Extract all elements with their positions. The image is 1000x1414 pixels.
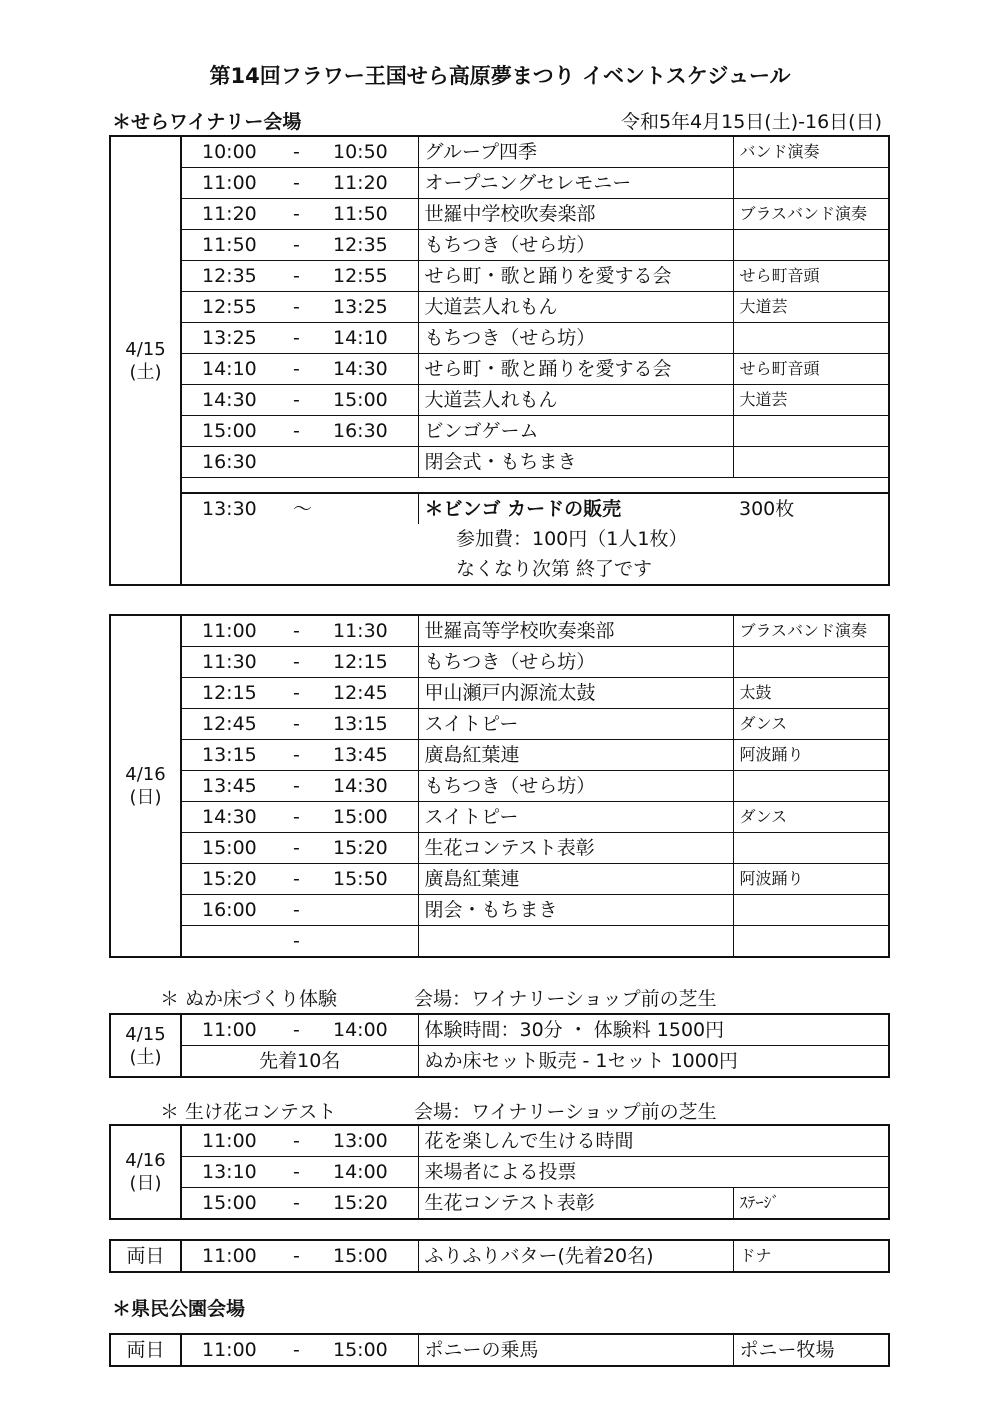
event-name: 廣島紅葉連 (418, 740, 733, 771)
event-name: 生花コンテスト表彰 (418, 1188, 733, 1220)
start-time: 10:00 (181, 136, 293, 168)
day2-date-cell (110, 615, 181, 957)
event-name: もちつき（せら坊） (418, 230, 733, 261)
nuka-dash: - (293, 1014, 333, 1046)
start-time: 12:35 (181, 261, 293, 292)
end-time (333, 895, 418, 926)
start-time: 12:55 (181, 292, 293, 323)
winery-heading: ＊せらワイナリー会場 (112, 111, 302, 133)
bingo-blank (733, 524, 889, 554)
nuka-weekday: (土) (129, 1046, 162, 1068)
end-time: 10:50 (333, 136, 418, 168)
time-dash: - (293, 199, 333, 230)
start-time: 14:10 (181, 354, 293, 385)
time-dash: - (293, 1157, 333, 1188)
time-dash: - (293, 926, 333, 958)
event-name: もちつき（せら坊） (418, 647, 733, 678)
table-row (110, 447, 889, 478)
time-dash: - (293, 740, 333, 771)
ikebana-date: 4/16 (125, 1150, 166, 1171)
nuka-end: 14:00 (333, 1014, 418, 1046)
time-dash: - (293, 771, 333, 802)
end-time (333, 926, 418, 958)
table-row (110, 230, 889, 261)
table-row (110, 354, 889, 385)
event-note: ダンス (733, 802, 889, 833)
end-time: 13:45 (333, 740, 418, 771)
end-time: 15:00 (333, 385, 418, 416)
table-row (110, 1188, 889, 1220)
table-row (110, 864, 889, 895)
end-time: 15:50 (333, 864, 418, 895)
start-time: 11:50 (181, 230, 293, 261)
end-time: 11:30 (333, 615, 418, 647)
start-time: 15:20 (181, 864, 293, 895)
end-time: 15:00 (333, 802, 418, 833)
event-name (418, 926, 733, 958)
ikebana-table (109, 1124, 890, 1220)
table-row (110, 385, 889, 416)
event-note: 大道芸 (733, 292, 889, 323)
day2-weekday: (日) (129, 787, 162, 808)
end-time: 14:10 (333, 323, 418, 354)
butter-event: ふりふりバター(先着20名) (418, 1240, 733, 1272)
nuka-detail2: ぬか床セット販売 - 1セット 1000円 (418, 1046, 889, 1078)
start-time: 11:00 (181, 168, 293, 199)
event-note: ブラスバンド演奏 (733, 615, 889, 647)
time-dash: - (293, 261, 333, 292)
table-row (110, 199, 889, 230)
nuka-detail1: 体験時間：30分 ・ 体験料 1500円 (418, 1014, 889, 1046)
table-row (110, 678, 889, 709)
ikebana-venue: 会場：ワイナリーショップ前の芝生 (414, 1101, 717, 1123)
event-note (733, 447, 889, 478)
start-time: 12:15 (181, 678, 293, 709)
start-time: 13:10 (181, 1157, 293, 1188)
end-time: 12:45 (333, 678, 418, 709)
event-name: スイトピー (418, 709, 733, 740)
nuka-heading: ＊ ぬか床づくり体験 (160, 988, 338, 1010)
event-name: ビンゴゲーム (418, 416, 733, 447)
event-note: 太鼓 (733, 678, 889, 709)
event-name: 閉会・もちまき (418, 895, 733, 926)
butter-dash: - (293, 1240, 333, 1272)
bingo-blank (733, 554, 889, 585)
page-title: 第14回フラワー王国せら高原夢まつり イベントスケジュール (209, 64, 791, 88)
bingo-end-note: なくなり次第 終了です (456, 558, 653, 580)
park-day: 両日 (110, 1334, 181, 1366)
start-time: 15:00 (181, 416, 293, 447)
butter-note: ドナ (733, 1240, 889, 1272)
end-time: 16:30 (333, 416, 418, 447)
time-dash: - (293, 678, 333, 709)
event-note (733, 230, 889, 261)
start-time: 13:25 (181, 323, 293, 354)
end-time: 12:55 (333, 261, 418, 292)
event-note (733, 895, 889, 926)
event-name: 大道芸人れもん (418, 385, 733, 416)
end-time: 14:30 (333, 354, 418, 385)
event-note: ｽﾃｰｼﾞ (733, 1188, 889, 1220)
event-name: 廣島紅葉連 (418, 864, 733, 895)
park-event: ポニーの乗馬 (418, 1334, 733, 1366)
bingo-blank (333, 493, 418, 524)
event-note (733, 323, 889, 354)
winery-day2-table (109, 614, 890, 958)
end-time: 13:00 (333, 1125, 418, 1157)
nuka-date-cell (110, 1014, 181, 1077)
event-name: せら町・歌と踊りを愛する会 (418, 354, 733, 385)
event-note: バンド演奏 (733, 136, 889, 168)
event-note (733, 647, 889, 678)
nuka-start: 11:00 (181, 1014, 293, 1046)
event-name: 生花コンテスト表彰 (418, 833, 733, 864)
event-name: スイトピー (418, 802, 733, 833)
table-row (110, 261, 889, 292)
event-period: 令和5年4月15日(土)-16日(日) (620, 111, 882, 133)
day2-date: 4/16 (125, 764, 166, 785)
event-name: オープニングセレモニー (418, 168, 733, 199)
event-name: せら町・歌と踊りを愛する会 (418, 261, 733, 292)
start-time: 14:30 (181, 802, 293, 833)
event-note: 阿波踊り (733, 864, 889, 895)
event-note: せら町音頭 (733, 354, 889, 385)
park-heading: ＊県民公園会場 (112, 1298, 246, 1320)
time-dash: - (293, 354, 333, 385)
bingo-blank (333, 524, 418, 554)
bingo-blank (181, 524, 293, 554)
park-note: ポニー牧場 (733, 1334, 889, 1366)
nuka-limit: 先着10名 (181, 1046, 418, 1078)
start-time: 11:00 (181, 1125, 293, 1157)
bingo-tilde: ～ (293, 493, 333, 524)
start-time: 13:45 (181, 771, 293, 802)
time-dash: - (293, 292, 333, 323)
table-row (110, 1125, 889, 1157)
table-row (110, 926, 889, 958)
time-dash: - (293, 385, 333, 416)
end-time: 15:20 (333, 833, 418, 864)
time-dash: - (293, 416, 333, 447)
day1-date: 4/15 (125, 338, 166, 360)
end-time (333, 447, 418, 478)
park-start: 11:00 (181, 1334, 293, 1366)
event-note (733, 168, 889, 199)
time-dash: - (293, 168, 333, 199)
start-time: 13:15 (181, 740, 293, 771)
table-row (110, 709, 889, 740)
table-row (110, 833, 889, 864)
time-dash: - (293, 1125, 333, 1157)
start-time: 14:30 (181, 385, 293, 416)
end-time: 13:25 (333, 292, 418, 323)
event-name: 甲山瀬戸内源流太鼓 (418, 678, 733, 709)
table-row (110, 292, 889, 323)
table-row (110, 416, 889, 447)
start-time: 11:30 (181, 647, 293, 678)
table-row (110, 615, 889, 647)
start-time: 11:20 (181, 199, 293, 230)
end-time: 14:00 (333, 1157, 418, 1188)
event-note (733, 926, 889, 958)
butter-day: 両日 (110, 1240, 181, 1272)
event-name: もちつき（せら坊） (418, 771, 733, 802)
table-row (110, 771, 889, 802)
bingo-start: 13:30 (181, 493, 293, 524)
time-dash (293, 447, 333, 478)
time-dash: - (293, 802, 333, 833)
event-note (733, 416, 889, 447)
table-row (110, 647, 889, 678)
table-row (110, 1157, 889, 1188)
end-time: 12:15 (333, 647, 418, 678)
end-time: 11:20 (333, 168, 418, 199)
table-row (110, 323, 889, 354)
event-name: 世羅中学校吹奏楽部 (418, 199, 733, 230)
end-time: 12:35 (333, 230, 418, 261)
bingo-count: 300枚 (739, 498, 795, 520)
bingo-blank (333, 554, 418, 585)
park-end: 15:00 (333, 1334, 418, 1366)
end-time: 11:50 (333, 199, 418, 230)
day1-date-cell (110, 136, 181, 585)
butter-start: 11:00 (181, 1240, 293, 1272)
winery-day1-table (109, 135, 890, 586)
start-time: 16:00 (181, 895, 293, 926)
time-dash: - (293, 323, 333, 354)
start-time: 11:00 (181, 615, 293, 647)
table-row (110, 740, 889, 771)
bingo-label: ＊ビンゴ カードの販売 (424, 498, 622, 520)
event-name: もちつき（せら坊） (418, 323, 733, 354)
time-dash: - (293, 864, 333, 895)
event-name: 閉会式・もちまき (418, 447, 733, 478)
park-dash: - (293, 1334, 333, 1366)
time-dash: - (293, 615, 333, 647)
bingo-blank (293, 524, 333, 554)
event-name: 花を楽しんで生ける時間 (418, 1125, 889, 1157)
time-dash: - (293, 230, 333, 261)
start-time: 12:45 (181, 709, 293, 740)
table-row (110, 168, 889, 199)
time-dash: - (293, 895, 333, 926)
event-note: せら町音頭 (733, 261, 889, 292)
table-row (110, 802, 889, 833)
nuka-venue: 会場：ワイナリーショップ前の芝生 (414, 988, 717, 1010)
time-dash: - (293, 833, 333, 864)
table-row (110, 895, 889, 926)
day1-weekday: (土) (129, 361, 162, 383)
event-name: 来場者による投票 (418, 1157, 889, 1188)
butter-table (109, 1239, 890, 1273)
table-row (110, 136, 889, 168)
start-time (181, 926, 293, 958)
time-dash: - (293, 1188, 333, 1220)
butter-end: 15:00 (333, 1240, 418, 1272)
ikebana-heading: ＊ 生け花コンテスト (160, 1101, 337, 1123)
nuka-table (109, 1013, 890, 1078)
time-dash: - (293, 709, 333, 740)
time-dash: - (293, 647, 333, 678)
event-note (733, 833, 889, 864)
event-note: 阿波踊り (733, 740, 889, 771)
event-name: 世羅高等学校吹奏楽部 (418, 615, 733, 647)
ikebana-date-cell (110, 1125, 181, 1219)
event-name: グループ四季 (418, 136, 733, 168)
end-time: 15:20 (333, 1188, 418, 1220)
ikebana-weekday: (日) (129, 1173, 162, 1194)
bingo-blank (181, 554, 293, 585)
end-time: 14:30 (333, 771, 418, 802)
event-note (733, 771, 889, 802)
event-note: ブラスバンド演奏 (733, 199, 889, 230)
bingo-fee: 参加費：100円（1人1枚） (456, 528, 688, 550)
event-note: ダンス (733, 709, 889, 740)
park-table (109, 1333, 890, 1367)
event-note: 大道芸 (733, 385, 889, 416)
bingo-blank (293, 554, 333, 585)
nuka-date: 4/15 (125, 1023, 166, 1045)
start-time: 15:00 (181, 1188, 293, 1220)
event-name: 大道芸人れもん (418, 292, 733, 323)
end-time: 13:15 (333, 709, 418, 740)
divider (181, 478, 889, 494)
time-dash: - (293, 136, 333, 168)
start-time: 15:00 (181, 833, 293, 864)
start-time: 16:30 (181, 447, 293, 478)
